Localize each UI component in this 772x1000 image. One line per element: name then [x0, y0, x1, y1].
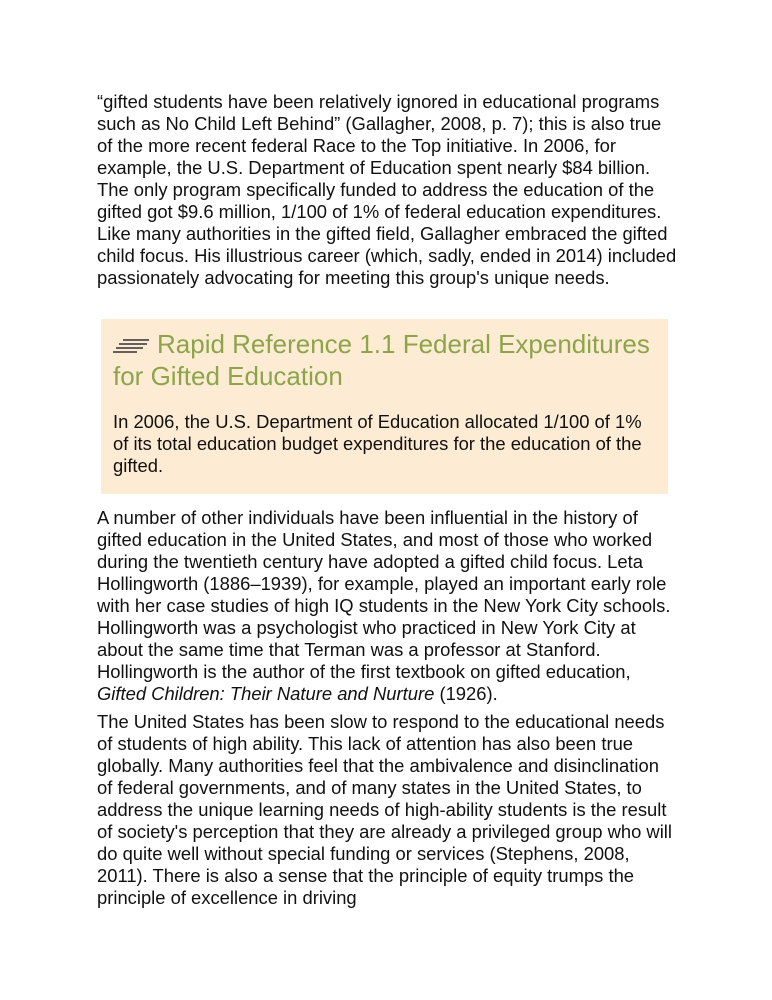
paragraph-hollingworth-tail: (1926). [439, 683, 498, 704]
paragraph-hollingworth-text: A number of other individuals have been influential in the history of gifted education in the United States, and most of those who worked during the twentieth century have adopted a gifted child focus. Leta Hollingworth (1886–1939), for example, played an important early role with her case studies of high IQ students in the New York City schools. Hollingworth was a psychologist who practiced in New York City at about the same time that Terman was a professor at Stanford. Hollingworth is the author of the first textbook on gifted education, [97, 507, 671, 682]
paragraph-gallagher: “gifted students have been relatively ignored in educational programs such as No Child Left Behind” (Gallagher, 2008, p. 7); this is also true of the more recent federal Race to the Top initiative. In 2006, for example, the U.S. Department of Education spent nearly $84 billion. The only program specifically funded to address the education of the gifted got $9.6 million, 1/100 of 1% of federal education expenditures. Like many authorities in the gifted field, Gallagher embraced the gifted child focus. His illustrious career (which, sadly, ended in 2014) included passionately advocating for meeting this group's unique needs. [97, 91, 677, 288]
rapid-reference-body: In 2006, the U.S. Department of Education allocated 1/100 of 1% of its total education budget expenditures for the education of the gifted. [113, 411, 642, 476]
rapid-reference-title [113, 328, 653, 392]
paragraph-united-states: The United States has been slow to respond to the educational needs of students of high ability. This lack of attention has also been true globally. Many authorities feel that the ambivalence and disinclination of federal governments, and of many states in the United States, to address the unique learning needs of high-ability students is the result of society's perception that they are already a privileged group who will do quite well without special funding or services (Stephens, 2008, 2011). There is also a sense that the principle of equity trumps the principle of excellence in driving [97, 711, 672, 908]
rapid-reference-box [101, 319, 668, 494]
rapid-reference-title-text: Rapid Reference 1.1 Federal Expenditures for Gifted Education [113, 329, 650, 391]
lines-icon [113, 338, 151, 354]
paragraph-hollingworth [97, 507, 677, 705]
book-title: Gifted Children: Their Nature and Nurture [97, 683, 435, 704]
